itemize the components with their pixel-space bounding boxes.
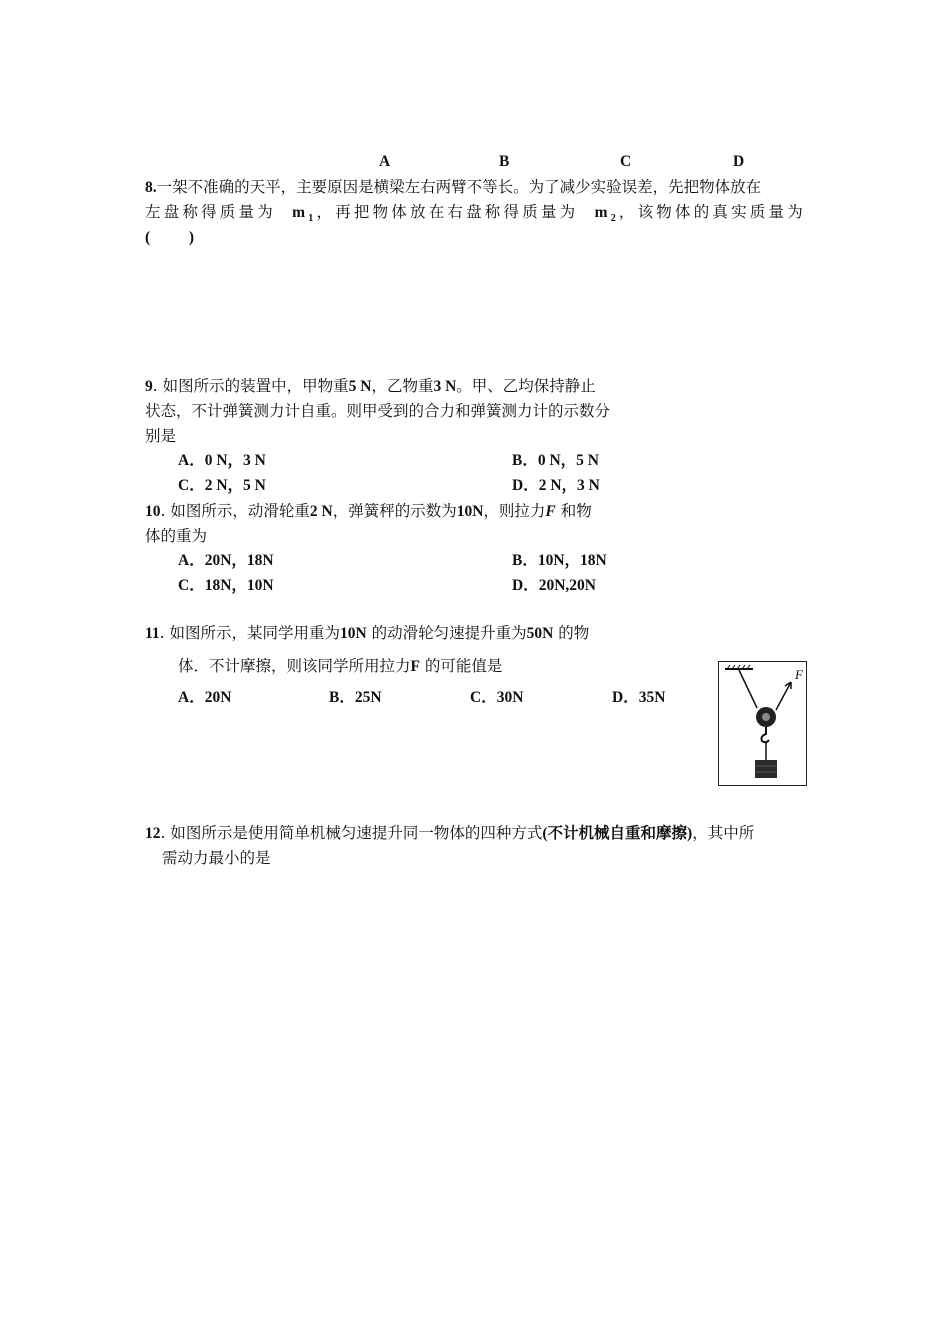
q12-line2: 需动力最小的是: [162, 849, 271, 867]
q10-line2: 体的重为: [145, 527, 208, 545]
hook: [762, 727, 770, 742]
q9-option-d: D．2 N，3 N: [512, 477, 600, 494]
q9-line3: 别是: [145, 427, 177, 445]
q8-text-1: 一架不准确的天平，主要原因是横梁左右两臂不等长。为了减少实验误差，先把物体放在: [156, 178, 762, 196]
q12-line1: 12. 如图所示是使用简单机械匀速提升同一物体的四种方式(不计机械自重和摩擦)，其中所: [145, 824, 755, 842]
q7-choice-c: C: [620, 153, 632, 170]
q11-option-a: A．20N: [178, 689, 232, 706]
q11-number: 11: [145, 625, 160, 642]
pulley-axle: [762, 713, 770, 721]
q9-number: 9: [145, 378, 153, 395]
weight-block: [755, 760, 777, 778]
q11-option-d: D．35N: [612, 689, 666, 706]
q10-number: 10: [145, 503, 161, 520]
force-label: F: [795, 667, 803, 682]
pulley-figure: [718, 661, 807, 786]
q8-m1: $m_1$: [292, 204, 317, 224]
q10-option-b: B．10N，18N: [512, 552, 607, 569]
q8-m2: $m_2$: [594, 204, 619, 224]
q10-option-d: D．20N,20N: [512, 577, 596, 594]
q8-text-2a: 左盘称得质量为: [145, 203, 276, 221]
rope-left: [739, 670, 757, 708]
q10-line1: 10. 如图所示，动滑轮重2 N，弹簧秤的示数为10N，则拉力F 和物: [145, 502, 592, 520]
q9-line2: 状态，不计弹簧测力计自重。则甲受到的合力和弹簧测力计的示数分: [145, 402, 611, 420]
q10-option-a: A．20N，18N: [178, 552, 274, 569]
q8-text-2c: ，该物体的真实质量为: [618, 203, 806, 221]
q7-choice-a: A: [379, 153, 391, 170]
pulley-diagram: [719, 662, 806, 785]
q12-number: 12: [145, 825, 161, 842]
rope-right: [776, 682, 791, 710]
q7-choice-d: D: [733, 153, 745, 170]
q9-line1: 9. 如图所示的装置中，甲物重5 N，乙物重3 N。甲、乙均保持静止: [145, 377, 596, 395]
q8-text-2b: ，再把物体放在右盘称得质量为: [316, 203, 579, 221]
q8-line2: [145, 202, 806, 229]
q7-choice-b: B: [499, 153, 510, 170]
q9-option-a: A．0 N，3 N: [178, 452, 266, 469]
q9-option-c: C．2 N，5 N: [178, 477, 266, 494]
q11-option-b: B．25N: [329, 689, 382, 706]
q11-option-c: C．30N: [470, 689, 524, 706]
q9-option-b: B．0 N，5 N: [512, 452, 599, 469]
q11-line1: 11. 如图所示，某同学用重为10N 的动滑轮匀速提升重为50N 的物: [145, 624, 590, 642]
q8-answer-paren: ( ): [145, 229, 195, 246]
q10-option-c: C．18N，10N: [178, 577, 274, 594]
q11-line2: 体．不计摩擦，则该同学所用拉力F 的可能值是: [178, 657, 503, 675]
q8-line1: [145, 177, 761, 198]
q8-number: 8.: [145, 179, 157, 196]
